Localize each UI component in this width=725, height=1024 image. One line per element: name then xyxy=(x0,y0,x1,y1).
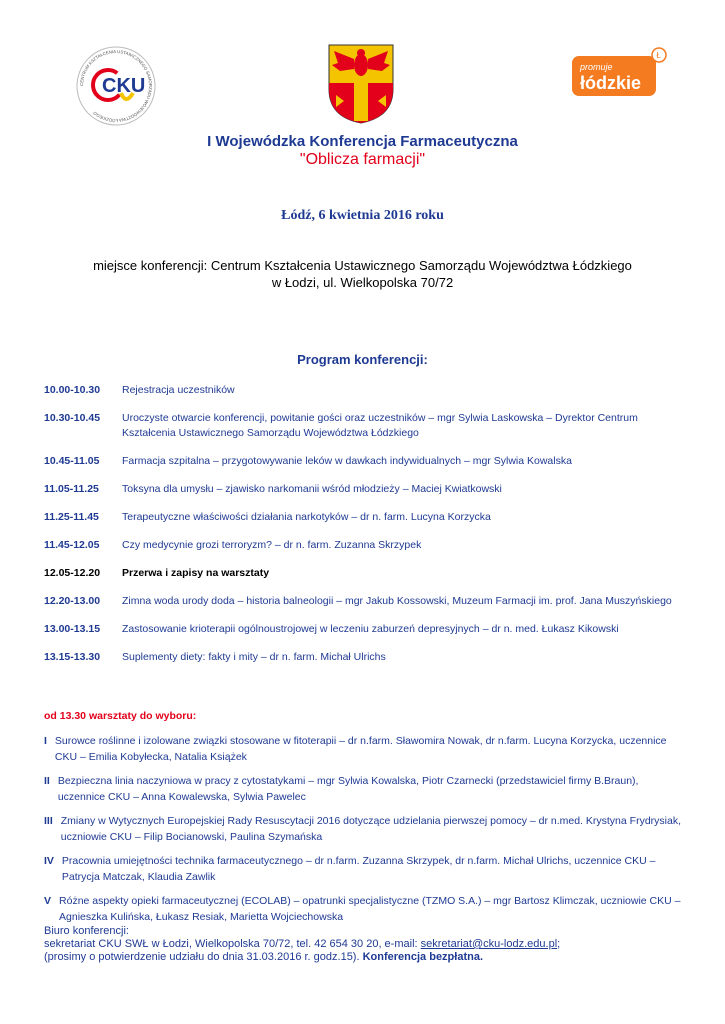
program-time: 10.45-11.05 xyxy=(44,455,100,467)
office-contact-line xyxy=(44,938,694,951)
workshop-desc: Różne aspekty opieki farmaceutycznej (ECOLAB) – opatrunki specjalistyczne (TZMO S.A.) – mgr Bartosz Klimczak, uczniowie CKU – Agnieszka Kulińska, Łukasz Resiak, Marietta Wojciechowska xyxy=(59,895,681,923)
workshop-item xyxy=(44,853,684,885)
program-desc: Terapeutyczne właściwości działania narkotyków – dr n. farm. Lucyna Korzycka xyxy=(122,511,491,523)
office-address: sekretariat CKU SWŁ w Łodzi, Wielkopolska 70/72, tel. 42 654 30 20, e-mail: xyxy=(44,938,421,950)
cku-logo xyxy=(75,45,157,127)
program-desc: Zastosowanie krioterapii ogólnoustrojowej w leczeniu zaburzeń depresyjnych – dr n. med. Łukasz Kikowski xyxy=(122,623,619,635)
program-time: 12.05-12.20 xyxy=(44,567,101,579)
program-desc: Przerwa i zapisy na warsztaty xyxy=(122,567,270,579)
promuje-lodzkie-logo xyxy=(572,46,668,104)
venue-line-2: w Łodzi, ul. Wielkopolska 70/72 xyxy=(271,275,454,290)
workshops-heading: od 13.30 warsztaty do wyboru: xyxy=(44,710,197,722)
program-desc: Czy medycynie grozi terroryzm? – dr n. farm. Zuzanna Skrzypek xyxy=(122,539,422,551)
program-time: 11.05-11.25 xyxy=(44,483,99,495)
workshop-item xyxy=(44,813,684,845)
program-time: 10.00-10.30 xyxy=(44,384,101,396)
workshop-desc: Zmiany w Wytycznych Europejskiej Rady Resuscytacji 2016 dotyczące udzielania pierwszej pomocy – dr n.med. Krystyna Frydrysiak, uczniowie CKU – Filip Bocianowski, Paulina Szymańska xyxy=(60,815,681,843)
program-row xyxy=(44,538,684,553)
program-list xyxy=(44,383,684,678)
program-time: 13.15-13.30 xyxy=(44,651,101,663)
program-row xyxy=(44,454,684,469)
program-desc: Uroczyste otwarcie konferencji, powitanie gości oraz uczestników – mgr Sylwia Laskowska – Dyrektor Centrum Kształcenia Ustawicznego Samorządu Województwa Łódzkiego xyxy=(122,412,638,439)
workshop-item xyxy=(44,733,684,765)
conference-office xyxy=(44,925,694,964)
program-desc: Farmacja szpitalna – przygotowywanie leków w dawkach indywidualnych – mgr Sylwia Kowalska xyxy=(122,455,572,467)
program-row xyxy=(44,510,684,525)
cku-logo-letters: CKU xyxy=(102,75,146,97)
workshop-desc: Bezpieczna linia naczyniowa w pracy z cytostatykami – mgr Sylwia Kowalska, Piotr Czarnecki (przedstawiciel firmy B.Braun), uczennice CKU – Anna Kowalewska, Sylwia Pawelec xyxy=(57,775,639,803)
conference-subtitle: "Oblicza farmacji" xyxy=(299,151,426,168)
program-time: 13.00-13.15 xyxy=(44,623,101,635)
program-time: 12.20-13.00 xyxy=(44,595,101,607)
workshop-desc: Pracownia umiejętności technika farmaceutycznego – dr n.farm. Zuzanna Skrzypek, dr n.farm. Michał Ulrichs, uczennice CKU – Patrycja Matczak, Klaudia Zawlik xyxy=(61,855,656,883)
workshop-desc: Surowce roślinne i izolowane związki stosowane w fitoterapii – dr n.farm. Sławomira Nowak, dr n.farm. Lucyna Korzycka, uczennice CKU – Emilia Kobyłecka, Natalia Książek xyxy=(54,735,667,763)
program-row xyxy=(44,411,684,441)
svg-text:Ł: Ł xyxy=(656,51,661,60)
program-row xyxy=(44,650,684,665)
program-row xyxy=(44,594,684,609)
coat-of-arms-logo xyxy=(326,43,396,125)
workshop-number: IV xyxy=(44,855,54,867)
workshops-list xyxy=(44,733,684,933)
free-conference-note: Konferencja bezpłatna. xyxy=(362,951,484,963)
program-row xyxy=(44,383,684,398)
office-heading: Biuro konferencji: xyxy=(44,925,129,937)
program-time: 11.45-12.05 xyxy=(44,539,100,551)
program-desc: Rejestracja uczestników xyxy=(122,384,235,396)
program-row xyxy=(44,622,684,637)
workshop-item xyxy=(44,893,684,925)
conference-date: Łódź, 6 kwietnia 2016 roku xyxy=(281,208,444,223)
workshop-number: III xyxy=(44,815,53,827)
program-row-break xyxy=(44,566,684,581)
office-line-end: ; xyxy=(557,938,561,950)
venue-line-1: miejsce konferencji: Centrum Kształcenia Ustawicznego Samorządu Województwa Łódzkiego xyxy=(93,258,632,273)
workshop-item xyxy=(44,773,684,805)
conference-title: I Wojewódzka Konferencja Farmaceutyczna xyxy=(207,133,518,150)
lodzkie-text: łódzkie xyxy=(580,73,642,93)
program-desc: Zimna woda urody doda – historia balneologii – mgr Jakub Kossowski, Muzeum Farmacji im. prof. Jana Muszyńskiego xyxy=(122,595,672,607)
workshop-number: I xyxy=(44,735,47,747)
program-heading: Program konferencji: xyxy=(297,352,428,367)
office-note-line xyxy=(44,951,694,964)
promuje-text: promuje xyxy=(580,62,613,72)
office-email-link[interactable]: sekretariat@cku-lodz.edu.pl xyxy=(420,938,558,950)
program-time: 11.25-11.45 xyxy=(44,511,99,523)
program-desc: Toksyna dla umysłu – zjawisko narkomanii wśród młodzieży – Maciej Kwiatkowski xyxy=(122,483,502,495)
workshop-number: II xyxy=(44,775,50,787)
venue xyxy=(0,257,725,291)
program-time: 10.30-10.45 xyxy=(44,412,101,424)
program-row xyxy=(44,482,684,497)
program-desc: Suplementy diety: fakty i mity – dr n. farm. Michał Ulrichs xyxy=(122,651,386,663)
cku-ring-text: CENTRUM KSZTAŁCENIA USTAWICZNEGO SAMORZĄDU WOJEWÓDZTWA ŁÓDZKIEGO xyxy=(78,48,154,124)
office-note: (prosimy o potwierdzenie udziału do dnia 31.03.2016 r. godz.15). xyxy=(44,951,363,963)
workshop-number: V xyxy=(44,895,52,907)
